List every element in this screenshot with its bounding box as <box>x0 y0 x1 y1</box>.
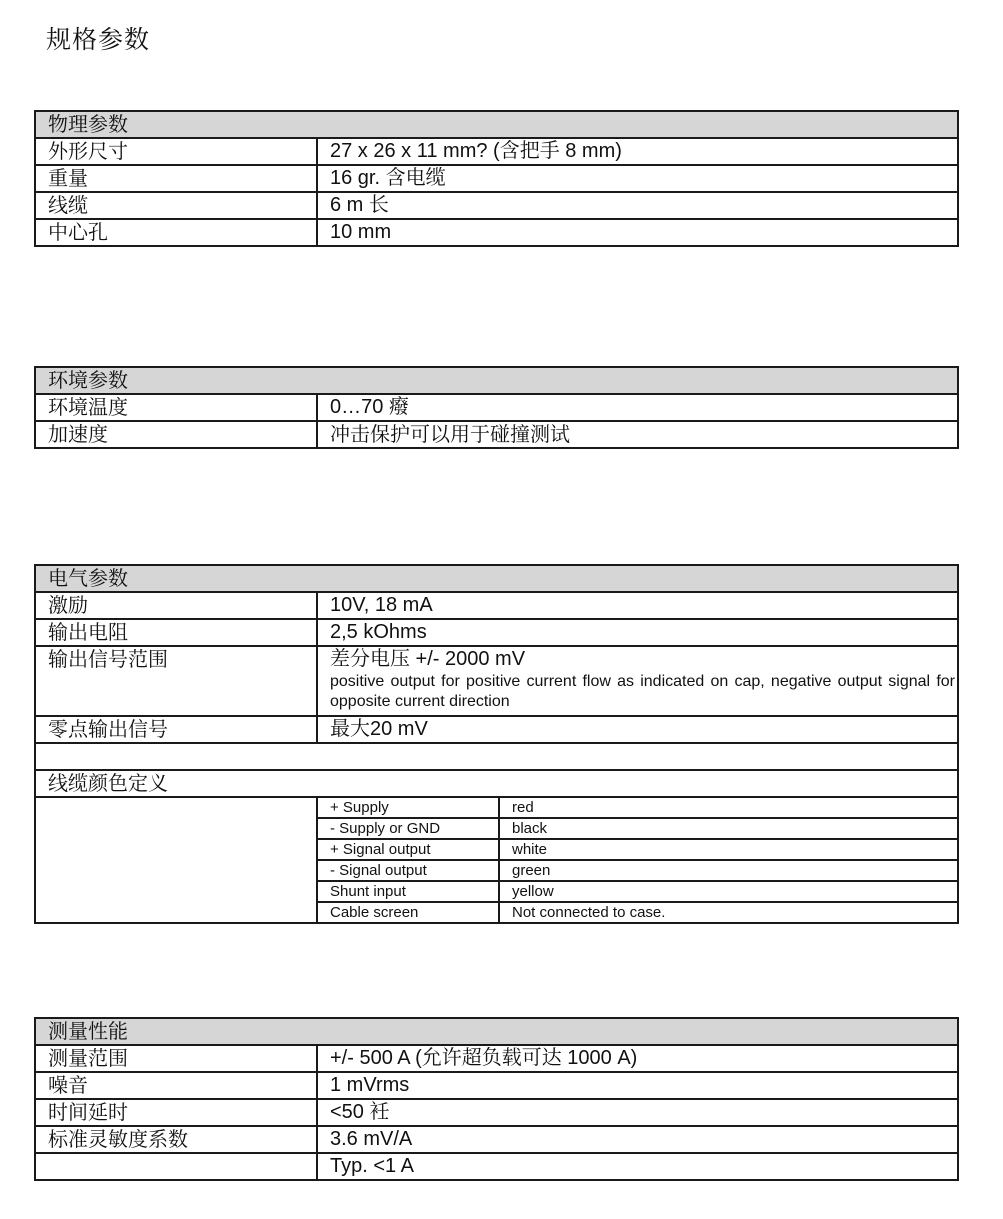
table-row <box>35 619 958 646</box>
table-row <box>35 394 958 421</box>
table-row <box>35 770 958 797</box>
table-row <box>35 1072 958 1099</box>
row-value: <50 衽 <box>317 1099 958 1126</box>
cable-row <box>318 881 957 902</box>
row-value: 1 mVrms <box>317 1072 958 1099</box>
cable-color: red <box>499 798 957 818</box>
cable-row <box>318 902 957 922</box>
row-value: 冲击保护可以用于碰撞测试 <box>317 421 958 448</box>
section-header: 测量性能 <box>35 1018 958 1045</box>
table-row <box>35 716 958 743</box>
cable-signal: - Signal output <box>318 860 499 881</box>
row-value: Typ. <1 A <box>317 1153 958 1180</box>
cable-color: green <box>499 860 957 881</box>
row-label: 输出信号范围 <box>35 646 317 716</box>
cable-color: white <box>499 839 957 860</box>
row-value: 0…70 癈 <box>317 394 958 421</box>
cable-signal: Cable screen <box>318 902 499 922</box>
electrical-params-table <box>34 564 959 924</box>
table-row <box>35 797 958 923</box>
row-value: 3.6 mV/A <box>317 1126 958 1153</box>
table-row <box>35 1099 958 1126</box>
table-row <box>35 1045 958 1072</box>
cable-color: yellow <box>499 881 957 902</box>
section-header: 环境参数 <box>35 367 958 394</box>
row-label: 重量 <box>35 165 317 192</box>
cable-signal: + Supply <box>318 798 499 818</box>
cable-row <box>318 860 957 881</box>
row-value: 2,5 kOhms <box>317 619 958 646</box>
row-label: 输出电阻 <box>35 619 317 646</box>
cable-color-cell <box>317 797 958 923</box>
row-label: 外形尺寸 <box>35 138 317 165</box>
row-value: 最大20 mV <box>317 716 958 743</box>
blank-row <box>35 743 958 770</box>
cable-signal: Shunt input <box>318 881 499 902</box>
row-label: 环境温度 <box>35 394 317 421</box>
table-row <box>35 1153 958 1180</box>
output-polarity-note: positive output for positive current flow as indicated on cap, negative output signal for opposite current direction <box>330 673 955 710</box>
environment-params-table <box>34 366 959 449</box>
row-label: 噪音 <box>35 1072 317 1099</box>
row-label: 激励 <box>35 592 317 619</box>
table-row <box>35 592 958 619</box>
cable-row <box>318 818 957 839</box>
row-value: 27 x 26 x 11 mm? (含把手 8 mm) <box>317 138 958 165</box>
row-value: 10 mm <box>317 219 958 246</box>
table-row <box>35 138 958 165</box>
row-value: 10V, 18 mA <box>317 592 958 619</box>
page-title: 规格参数 <box>46 25 151 54</box>
row-label: 零点输出信号 <box>35 716 317 743</box>
physical-params-table <box>34 110 959 247</box>
cable-color: Not connected to case. <box>512 904 666 921</box>
row-label: 加速度 <box>35 421 317 448</box>
table-row <box>35 646 958 716</box>
row-value: +/- 500 A (允许超负载可达 1000 A) <box>317 1045 958 1072</box>
cable-color-table <box>318 798 957 922</box>
table-row <box>35 1126 958 1153</box>
cable-signal: + Signal output <box>318 839 499 860</box>
section-header: 电气参数 <box>35 565 958 592</box>
row-label: 标准灵敏度系数 <box>35 1126 317 1153</box>
section-header: 物理参数 <box>35 111 958 138</box>
table-header-row <box>35 111 958 138</box>
cable-color: black <box>499 818 957 839</box>
row-value: 16 gr. 含电缆 <box>317 165 958 192</box>
table-row <box>35 421 958 448</box>
cable-signal: - Supply or GND <box>318 818 499 839</box>
row-value: 6 m 长 <box>317 192 958 219</box>
cable-colors-label: 线缆颜色定义 <box>35 770 958 797</box>
cable-row <box>318 798 957 818</box>
row-label: 中心孔 <box>35 219 317 246</box>
cable-row <box>318 839 957 860</box>
row-value <box>317 646 958 716</box>
row-label: 测量范围 <box>35 1045 317 1072</box>
output-range-value: 差分电压 +/- 2000 mV <box>330 648 526 670</box>
table-row <box>35 219 958 246</box>
row-label: 时间延时 <box>35 1099 317 1126</box>
row-label: 线缆 <box>35 192 317 219</box>
row-label <box>35 1153 317 1180</box>
table-row <box>35 165 958 192</box>
measurement-params-table <box>34 1017 959 1181</box>
table-row <box>35 192 958 219</box>
